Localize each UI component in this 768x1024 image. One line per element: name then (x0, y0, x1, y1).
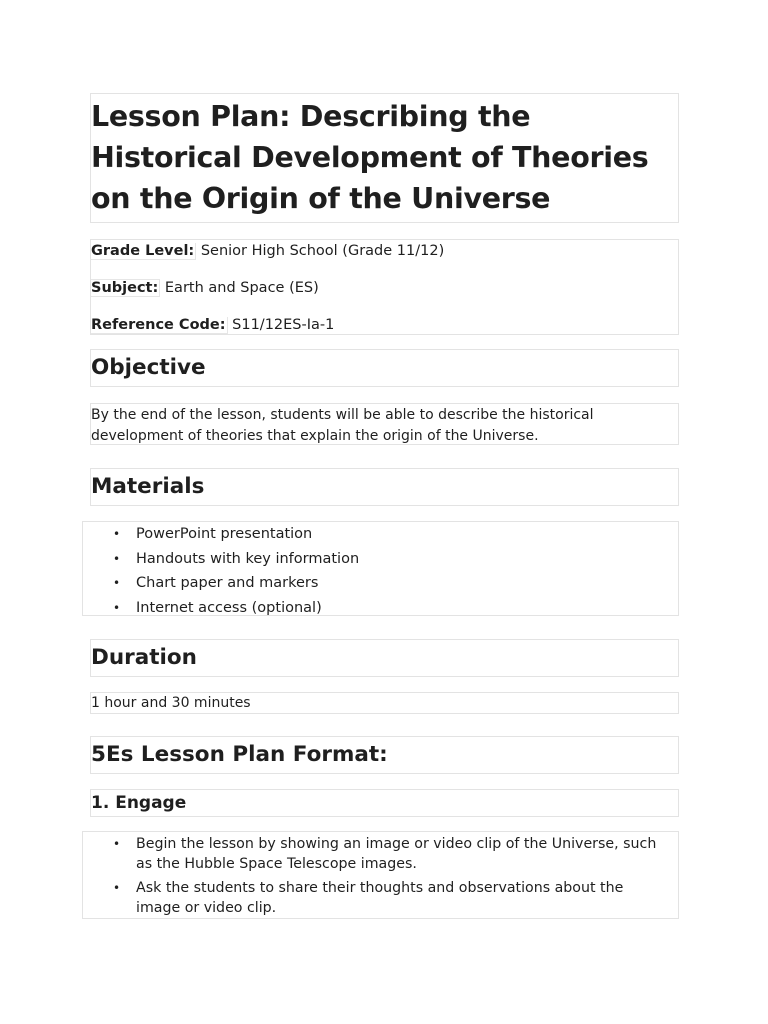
lesson-meta (90, 239, 679, 335)
objective-heading: Objective (91, 355, 206, 380)
title-block (90, 93, 679, 223)
subject-value: Earth and Space (ES) (164, 280, 319, 296)
grade-level-label: Grade Level: (91, 243, 195, 259)
objective-text-block (90, 403, 679, 445)
duration-text: 1 hour and 30 minutes (91, 695, 251, 711)
reference-code-value: S11/12ES-Ia-1 (232, 317, 335, 333)
duration-heading: Duration (91, 645, 197, 670)
materials-list-block (82, 521, 679, 616)
list-item: • Begin the lesson by showing an image or video clip of the Universe, such as the Hubble Space Telescope images. (136, 834, 668, 874)
list-item: • Chart paper and markers (136, 573, 678, 593)
materials-list (83, 524, 678, 618)
page-title: Lesson Plan: Describing the Historical Development of Theories on the Origin of the Universe (91, 100, 649, 215)
grade-level-value: Senior High School (Grade 11/12) (200, 243, 445, 259)
format-heading: 5Es Lesson Plan Format: (91, 742, 388, 767)
reference-code-label: Reference Code: (91, 317, 226, 333)
list-item: • Handouts with key information (136, 549, 678, 569)
subject-line (91, 278, 319, 298)
materials-heading: Materials (91, 474, 205, 499)
duration-heading-block (90, 639, 679, 677)
objective-heading-block (90, 349, 679, 387)
format-heading-block (90, 736, 679, 774)
list-item: • Ask the students to share their thoughts and observations about the image or video clip. (136, 878, 668, 918)
subject-label: Subject: (91, 280, 159, 296)
duration-text-block (90, 692, 679, 714)
list-item: • Internet access (optional) (136, 598, 678, 618)
objective-text: By the end of the lesson, students will be able to describe the historical development of theories that explain the origin of the Universe. (91, 407, 594, 444)
engage-heading: 1. Engage (91, 793, 187, 813)
engage-heading-block (90, 789, 679, 817)
engage-list-block (82, 831, 679, 919)
engage-list (83, 834, 678, 918)
list-item: • PowerPoint presentation (136, 524, 678, 544)
reference-code-line (91, 315, 334, 335)
grade-level-line (91, 241, 444, 261)
materials-heading-block (90, 468, 679, 506)
